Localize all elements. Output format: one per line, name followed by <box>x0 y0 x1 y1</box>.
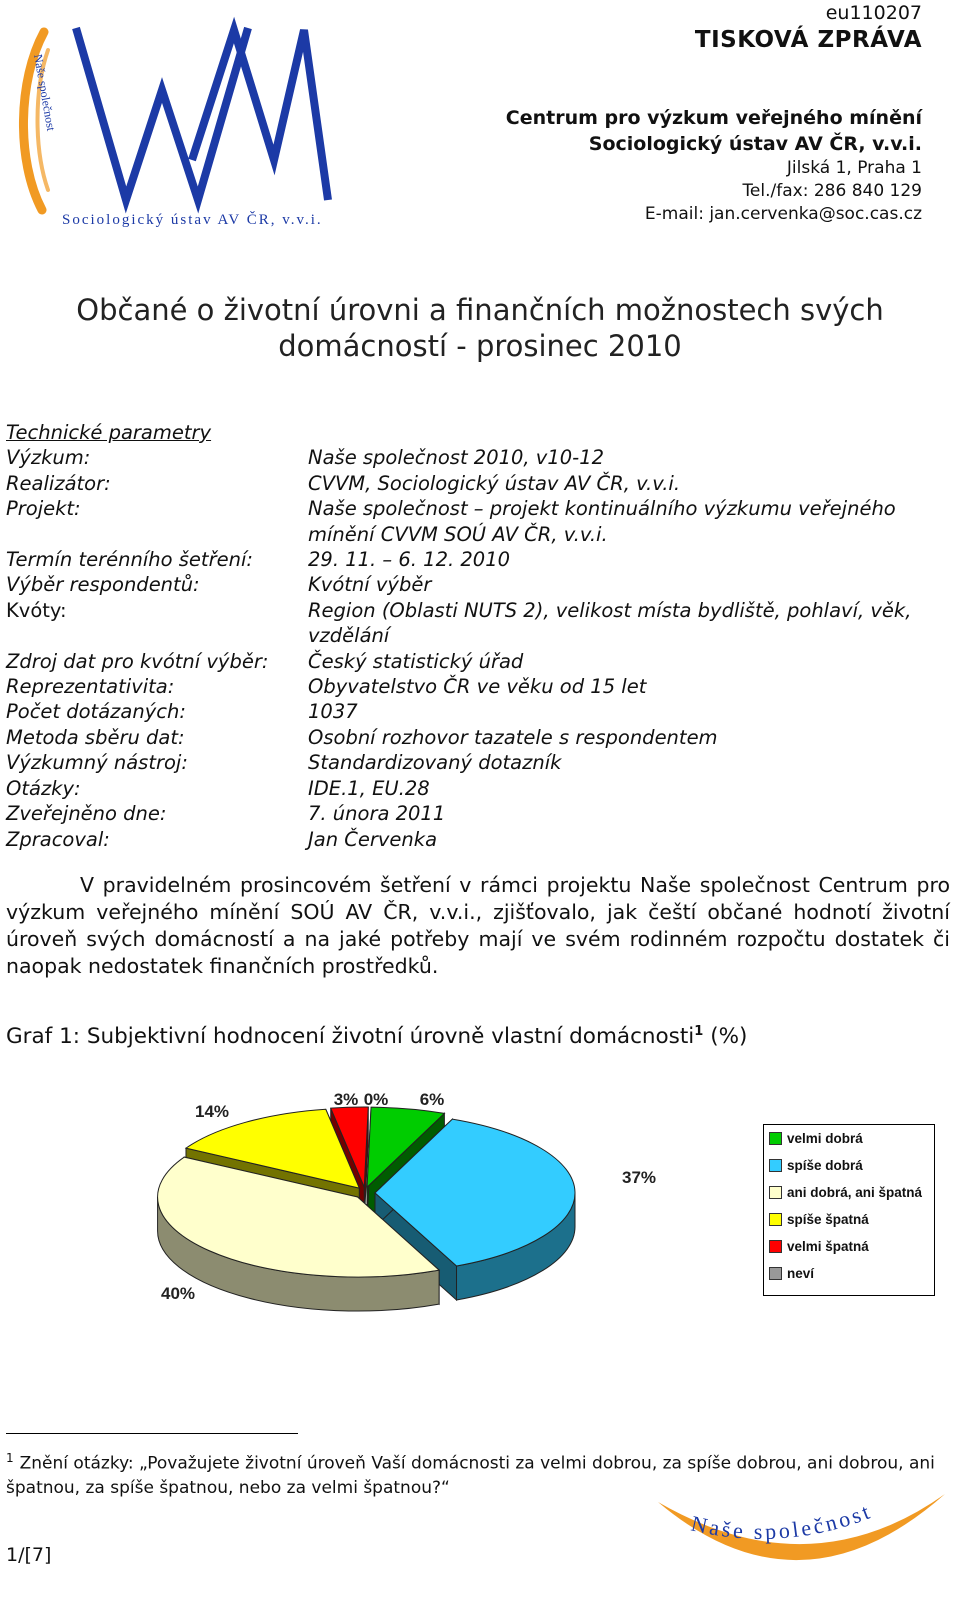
legend-item <box>769 1212 869 1227</box>
param-key: Kvóty: <box>6 598 67 622</box>
legend-label: spíše dobrá <box>787 1158 863 1173</box>
email[interactable]: E-mail: jan.cervenka@soc.cas.cz <box>644 204 922 224</box>
legend-item <box>769 1266 814 1281</box>
param-row <box>6 674 956 699</box>
param-key: Výzkumný nástroj: <box>6 751 188 775</box>
param-key: Otázky: <box>6 776 81 800</box>
slice-data-label: 6% <box>419 1090 445 1109</box>
legend-swatch <box>769 1267 782 1280</box>
param-row <box>6 598 956 649</box>
address: Jilská 1, Praha 1 <box>786 158 922 178</box>
legend-swatch <box>769 1213 782 1226</box>
footnote-separator <box>6 1433 298 1434</box>
param-key: Zpracoval: <box>6 827 110 851</box>
param-key: Termín terénního šetření: <box>6 548 253 572</box>
param-row <box>6 496 956 547</box>
legend-item <box>769 1239 869 1254</box>
graph-footnote-mark: 1 <box>694 1024 704 1039</box>
params-heading: Technické parametry <box>6 421 212 444</box>
institute-logo <box>4 10 354 235</box>
param-row <box>6 725 956 750</box>
param-row <box>6 471 956 496</box>
param-row <box>6 827 956 852</box>
param-value: IDE.1, EU.28 <box>308 776 430 800</box>
param-key: Počet dotázaných: <box>6 700 186 724</box>
param-value: Český statistický úřad <box>308 649 524 673</box>
pie-chart <box>140 1075 680 1335</box>
legend-label: ani dobrá, ani špatná <box>787 1185 923 1200</box>
technical-parameters <box>6 420 956 852</box>
header-block <box>506 0 922 226</box>
param-key: Zveřejněno dne: <box>6 802 167 826</box>
param-key: Zdroj dat pro kvótní výběr: <box>6 649 269 673</box>
param-value: Obyvatelstvo ČR ve věku od 15 let <box>308 675 647 699</box>
legend-swatch <box>769 1186 782 1199</box>
param-value: Jan Červenka <box>308 827 438 851</box>
slice-data-label: 0% <box>363 1090 389 1109</box>
param-value: 1037 <box>308 700 358 724</box>
param-row <box>6 699 956 724</box>
legend-label: spíše špatná <box>787 1212 869 1227</box>
slice-data-label: 37% <box>621 1168 657 1187</box>
slice-data-label: 14% <box>194 1102 230 1121</box>
svg-text:Naše společnost: Naše společnost <box>31 53 59 132</box>
institution-name: Centrum pro výzkum veřejného mínění <box>505 107 922 129</box>
legend-swatch <box>769 1159 782 1172</box>
press-release-label: TISKOVÁ ZPRÁVA <box>694 27 922 53</box>
legend-item <box>769 1158 863 1173</box>
param-row <box>6 547 956 572</box>
graph-title <box>6 1024 747 1049</box>
svg-text:Sociologický ústav AV ČR, v.v.: Sociologický ústav AV ČR, v.v.i. <box>62 212 323 228</box>
title-line-1: Občané o životní úrovni a finančních možnostech svých <box>76 293 884 327</box>
param-value: Region (Oblasti NUTS 2), velikost místa bydliště, pohlaví, věk, vzdělání <box>308 598 912 648</box>
intro-paragraph: V pravidelném prosincovém šetření v rámci projektu Naše společnost Centrum pro výzkum veřejného mínění SOÚ AV ČR, v.v.i., zjišťovalo, jak čeští občané hodnotí životní úroveň svých domácností a na jaké potřeby mají ve svém rodinném rozpočtu dostatek či naopak nedostatek finančních prostředků. <box>6 873 950 978</box>
legend-item <box>769 1131 863 1146</box>
document-code: eu110207 <box>825 2 922 24</box>
param-value: Kvótní výběr <box>308 573 432 597</box>
param-row <box>6 649 956 674</box>
phone: Tel./fax: 286 840 129 <box>742 181 922 201</box>
legend-label: neví <box>787 1266 815 1281</box>
param-value: 7. února 2011 <box>308 802 446 826</box>
param-row <box>6 801 956 826</box>
institution-name-2: Sociologický ústav AV ČR, v.v.i. <box>588 133 922 155</box>
legend-label: velmi dobrá <box>787 1131 863 1146</box>
legend-swatch <box>769 1240 782 1253</box>
param-value: Osobní rozhovor tazatele s respondentem <box>308 725 718 749</box>
legend-item <box>769 1185 922 1200</box>
param-key: Projekt: <box>6 497 81 521</box>
param-key: Reprezentativita: <box>6 675 175 699</box>
param-key: Realizátor: <box>6 471 111 495</box>
param-row <box>6 445 956 470</box>
param-key: Výběr respondentů: <box>6 573 200 597</box>
footnote-text: Znění otázky: „Považujete životní úroveň Vaší domácnosti za velmi dobrou, za spíše dobrou, ani dobrou, ani špatnou, za spíše špatnou, nebo za velmi špatnou?“ <box>6 1453 935 1498</box>
param-value: CVVM, Sociologický ústav AV ČR, v.v.i. <box>308 471 681 495</box>
legend-swatch <box>769 1132 782 1145</box>
param-key: Výzkum: <box>6 446 91 470</box>
graph-unit: (%) <box>710 1024 748 1050</box>
param-value: Naše společnost – projekt kontinuálního výzkumu veřejného mínění CVVM SOÚ AV ČR, v.v.i. <box>308 497 896 546</box>
param-row <box>6 750 956 775</box>
chart-legend <box>763 1124 935 1296</box>
param-value: Naše společnost 2010, v10-12 <box>308 446 605 470</box>
svg-text:Naše společnost: Naše společnost <box>688 1497 876 1544</box>
graph-title-text: Graf 1: Subjektivní hodnocení životní úrovně vlastní domácnosti <box>6 1024 695 1050</box>
page-number: 1/[7] <box>6 1544 52 1566</box>
param-value: 29. 11. – 6. 12. 2010 <box>308 548 511 572</box>
title-line-2: domácností - prosinec 2010 <box>278 329 682 363</box>
nase-spolecnost-logo <box>650 1472 950 1602</box>
slice-data-label: 40% <box>160 1284 196 1303</box>
slice-data-label: 3% <box>333 1090 359 1109</box>
params-table <box>6 445 956 852</box>
param-row <box>6 776 956 801</box>
param-row <box>6 572 956 597</box>
param-key: Metoda sběru dat: <box>6 725 185 749</box>
legend-label: velmi špatná <box>787 1239 869 1254</box>
footnote-mark: 1 <box>6 1451 14 1465</box>
page-title <box>0 292 960 364</box>
param-value: Standardizovaný dotazník <box>308 751 562 775</box>
